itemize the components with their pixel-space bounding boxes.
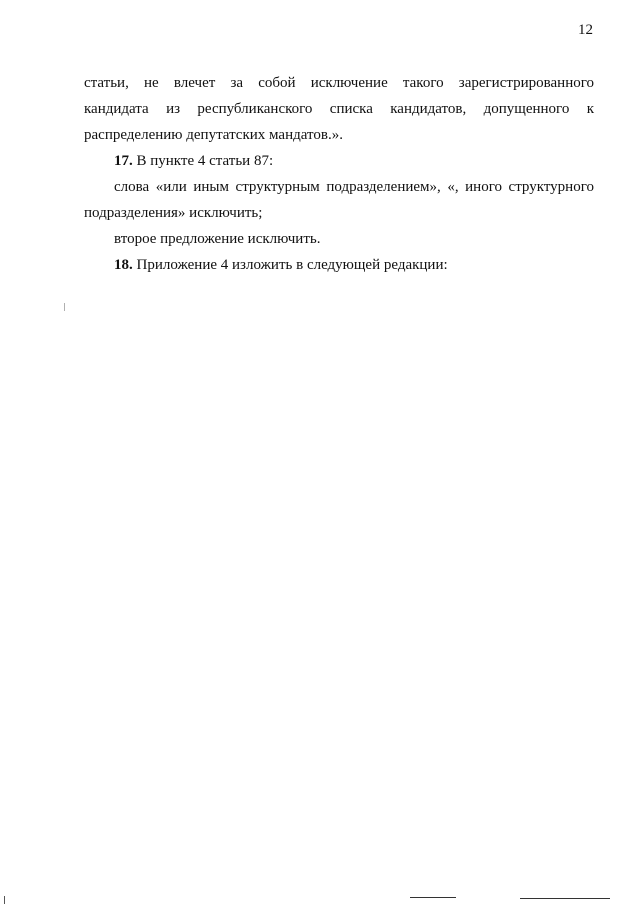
scan-bottom-line [410,897,456,898]
scan-bottom-line [520,898,610,899]
item-18 [84,252,594,278]
item-text: Приложение 4 изложить в следующей редакции: [132,257,448,273]
page-number: 12 [578,22,593,38]
item-number: 17. [114,153,133,169]
document-body [84,70,594,278]
paragraph-line: второе предложение исключить. [114,231,321,247]
scan-speck [64,303,65,311]
scan-edge-mark [4,896,5,904]
paragraph-line: подразделения» исключить; [84,205,263,221]
paragraph-line: статьи, не влечет за собой исключение такого зарегистрированного [84,75,594,91]
paragraph-line: кандидата из республиканского списка кандидатов, допущенного к [84,101,594,117]
item-17 [84,148,594,174]
paragraph-line: распределению депутатских мандатов.». [84,127,343,143]
item-number: 18. [114,257,133,273]
paragraph-line: слова «или иным структурным подразделением», «, иного структурного [114,179,594,195]
item-text: В пункте 4 статьи 87: [132,153,274,169]
